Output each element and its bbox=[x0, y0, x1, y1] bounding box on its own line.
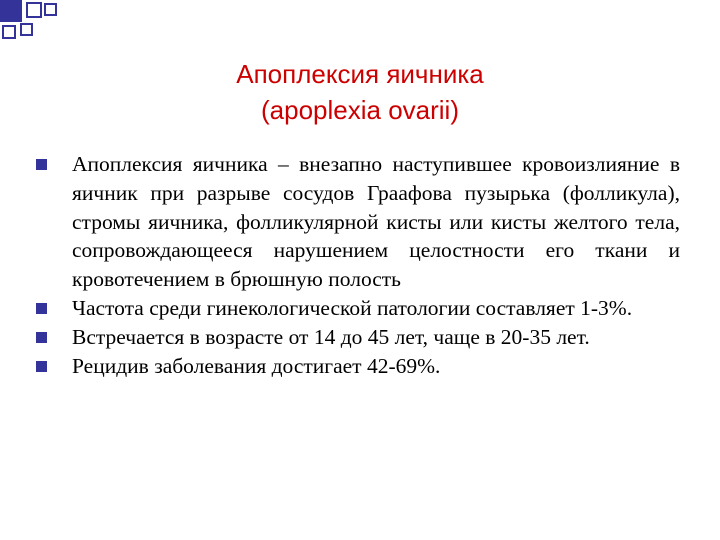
bullet-item bbox=[36, 352, 680, 381]
decorative-square-outline bbox=[44, 3, 57, 16]
decorative-square-outline bbox=[2, 25, 16, 39]
title-line-1: Апоплексия яичника bbox=[236, 59, 484, 89]
bullet-list bbox=[36, 150, 680, 380]
square-bullet-icon bbox=[36, 332, 47, 343]
decorative-square-solid bbox=[0, 0, 22, 22]
bullet-text: Апоплексия яичника – внезапно наступившее кровоизлияние в яичник при разрыве сосудов Граафова пузырька (фолликула), стромы яичника, фолликулярной кисты или кисты желтого тела, сопровождающееся нарушением целостности его ткани и кровотечением в брюшную полость bbox=[72, 152, 680, 292]
decorative-square-outline bbox=[20, 23, 33, 36]
corner-decoration bbox=[0, 0, 60, 40]
square-bullet-icon bbox=[36, 159, 47, 170]
bullet-item bbox=[36, 323, 680, 352]
bullet-item bbox=[36, 150, 680, 294]
title-line-2: (apoplexia ovarii) bbox=[261, 95, 459, 125]
bullet-text: Частота среди гинекологической патологии составляет 1-3%. bbox=[72, 295, 633, 320]
bullet-item bbox=[36, 294, 680, 323]
bullet-text: Встречается в возрасте от 14 до 45 лет, чаще в 20-35 лет. bbox=[72, 324, 590, 349]
decorative-square-outline bbox=[26, 2, 42, 18]
bullet-text: Рецидив заболевания достигает 42-69%. bbox=[72, 353, 441, 378]
slide-title bbox=[0, 56, 720, 128]
square-bullet-icon bbox=[36, 303, 47, 314]
square-bullet-icon bbox=[36, 361, 47, 372]
